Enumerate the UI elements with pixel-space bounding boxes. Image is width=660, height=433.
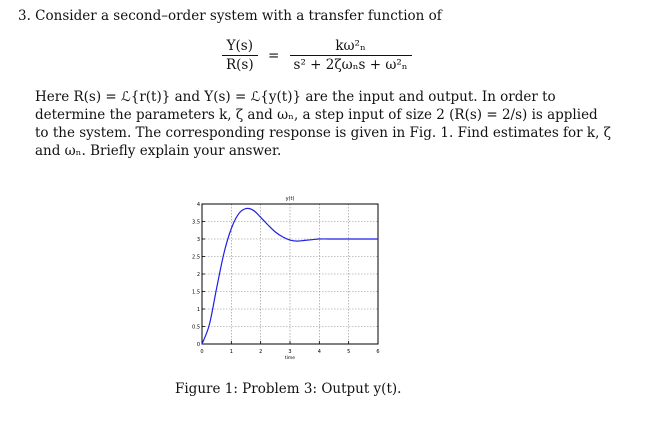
y-tick-label: 1.5: [192, 289, 200, 296]
y-tick-label: 3: [196, 237, 200, 243]
y-tick-label: 3.5: [192, 219, 200, 226]
problem-line-1: Here R(s) = ℒ{r(t)} and Y(s) = ℒ{y(t)} are the input and output. In order to: [35, 89, 556, 105]
y-tick-label: 2.5: [192, 254, 200, 261]
rhs-numerator: kω²ₙ: [335, 38, 366, 54]
x-tick-label: 5: [347, 349, 351, 355]
x-tick-label: 1: [229, 349, 233, 355]
equals-sign: =: [267, 47, 280, 64]
figure-caption: Figure 1: Problem 3: Output y(t).: [175, 381, 402, 397]
problem-line-4: and ωₙ. Briefly explain your answer.: [35, 143, 282, 159]
x-tick-label: 3: [288, 349, 292, 355]
x-axis-label: time: [284, 356, 296, 361]
x-tick-label: 0: [200, 349, 204, 355]
y-tick-label: 2: [196, 272, 200, 278]
y-tick-label: 0.5: [192, 324, 200, 331]
rhs-denominator: s² + 2ζωₙs + ω²ₙ: [290, 55, 412, 73]
lhs-denominator: R(s): [222, 55, 258, 73]
chart-title: y(t): [285, 196, 295, 202]
x-tick-label: 6: [376, 349, 380, 355]
y-tick-label: 4: [196, 202, 200, 208]
problem-line-2: determine the parameters k, ζ and ωₙ, a step input of size 2 (R(s) = 2/s) is applied: [35, 107, 598, 123]
problem-line-3: to the system. The corresponding response is given in Fig. 1. Find estimates for k, ζ: [35, 125, 611, 141]
y-tick-label: 0: [196, 342, 200, 348]
lhs-numerator: Y(s): [226, 38, 253, 54]
y-tick-label: 1: [196, 307, 200, 313]
x-tick-label: 4: [317, 349, 321, 355]
x-tick-label: 2: [259, 349, 263, 355]
problem-heading: 3. Consider a second–order system with a transfer function of: [18, 8, 442, 24]
